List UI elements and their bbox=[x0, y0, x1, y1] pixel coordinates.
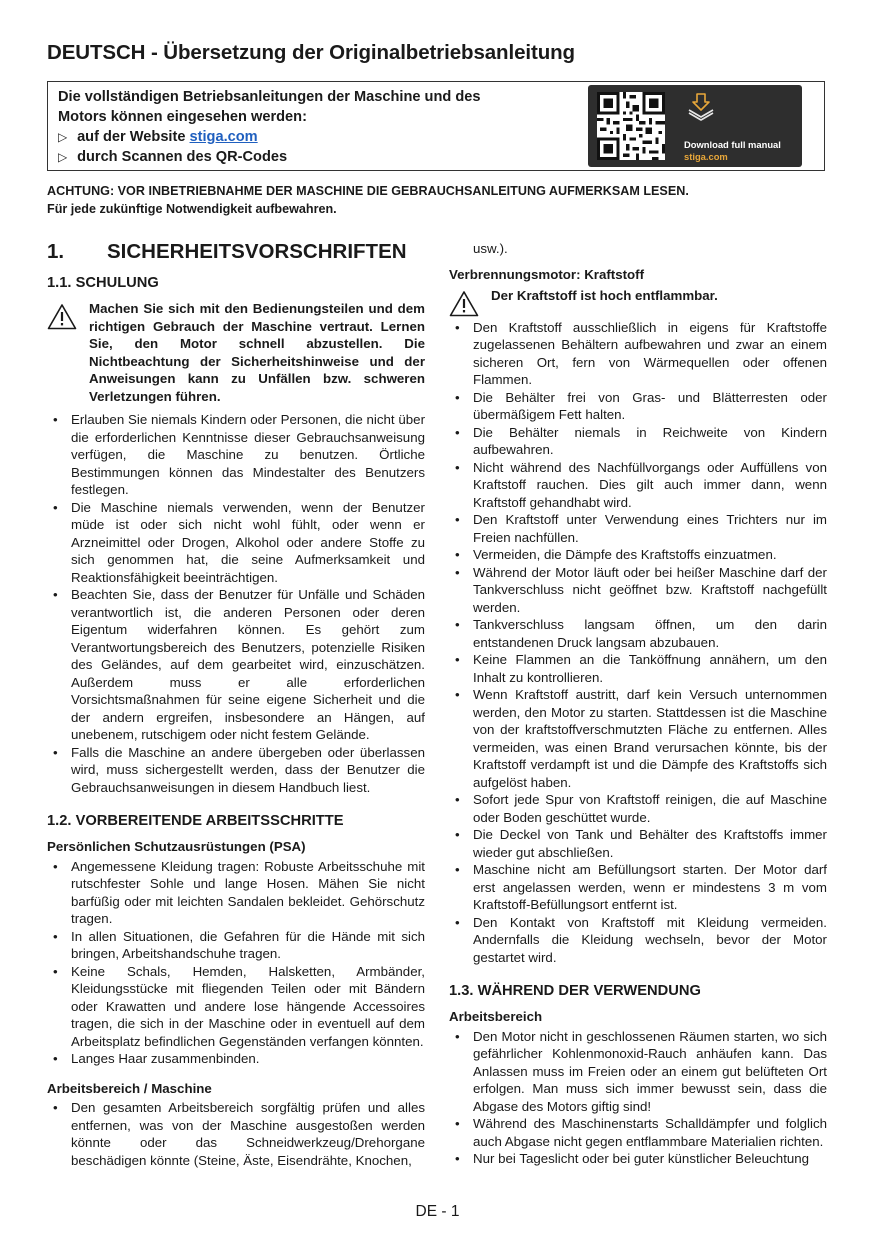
list-item: • Während des Maschinenstarts Schalldämpfer und folglich auch Abgase nicht gegen entflammbare Materialien richten. bbox=[449, 1115, 827, 1150]
list-item: • Falls die Maschine an andere übergeben oder überlassen wird, muss sichergestellt werden, dass der Benutzer die Gebrauchsanweisungen in diesem Handbuch liest. bbox=[47, 744, 425, 797]
training-warning-text: Machen Sie sich mit den Bedienungsteilen und dem richtigen Gebrauch der Maschine vertraut. Lernen Sie, den Motor schnell abzustellen. Die Nichtbeachtung der Sicherheitshinweise und der Anweisungen kann zu Unfällen bzw. schweren Verletzungen führen. bbox=[89, 301, 425, 404]
fuel-warning bbox=[449, 287, 827, 305]
download-manual-icon bbox=[686, 92, 716, 122]
website-prefix: auf der Website bbox=[77, 129, 186, 145]
list-item: • Maschine nicht am Befüllungsort starten. Der Motor darf erst angelassen werden, wenn er mindestens 3 m vom Kraftstoff-Befüllungsort entfernt ist. bbox=[449, 861, 827, 914]
list-item: • Tankverschluss langsam öffnen, um den darin entstandenen Druck langsam abzubauen. bbox=[449, 616, 827, 651]
list-item: • Die Behälter niemals in Reichweite von Kindern aufbewahren. bbox=[449, 424, 827, 459]
warning-triangle-icon bbox=[47, 303, 77, 330]
list-item: • Den Kontakt von Kraftstoff mit Kleidung vermeiden. Andernfalls die Kleidung wechseln, bevor der Motor gestartet wird. bbox=[449, 914, 827, 967]
training-list bbox=[47, 411, 425, 796]
triangle-right-icon: ▷ bbox=[58, 150, 68, 164]
fuel-warning-text: Der Kraftstoff ist hoch entflammbar. bbox=[491, 288, 718, 303]
list-item: • Sofort jede Spur von Kraftstoff reinigen, die auf Maschine oder Boden geschüttet wurde. bbox=[449, 791, 827, 826]
info-line-2: Motors können eingesehen werden: bbox=[58, 109, 307, 125]
qr-code-icon[interactable] bbox=[597, 91, 665, 161]
list-item: • Den Kraftstoff unter Verwendung eines Trichters nur im Freien nachfüllen. bbox=[449, 511, 827, 546]
list-item: • Die Maschine niemals verwenden, wenn der Benutzer müde ist oder sich nicht wohl fühlt, oder wenn er Arzneimittel oder Drogen, Alkohol oder andere Stoffe zu sich genommen hat, die seine Aufmerksamkeit und Reaktionsfähigkeit beeinträchtigen. bbox=[47, 499, 425, 587]
psa-heading: Persönlichen Schutzausrüstungen (PSA) bbox=[47, 839, 306, 854]
right-column bbox=[449, 240, 827, 1168]
download-manual-panel[interactable] bbox=[588, 85, 802, 167]
section-1-number: 1. bbox=[47, 240, 65, 263]
list-item: • Die Behälter frei von Gras- und Blätterresten oder übermäßigem Fett halten. bbox=[449, 389, 827, 424]
list-item: • Langes Haar zusammenbinden. bbox=[47, 1050, 425, 1068]
section-1-title: SICHERHEITSVORSCHRIFTEN bbox=[107, 240, 407, 263]
attention-line-1: ACHTUNG: VOR INBETRIEBNAHME DER MASCHINE DIE GEBRAUCHSANLEITUNG AUFMERKSAM LESEN. bbox=[47, 184, 689, 198]
triangle-right-icon: ▷ bbox=[58, 130, 68, 144]
list-item: • Keine Schals, Hemden, Halsketten, Armbänder, Kleidungsstücke mit fliegenden Teilen oder mit Bändern oder Krawatten und andere lose hängende Accessoires tragen, die sich in der Maschine oder in eventuell auf dem Arbeitsplatz befindlichen Gegenständen verfangen könnten. bbox=[47, 963, 425, 1051]
list-item: • Den gesamten Arbeitsbereich sorgfältig prüfen und alles entfernen, was von der Maschine ausgestoßen werden könnte oder das Schneidwerkzeug/Drehorgane beschädigen könnte (Steine, Äste, Eisendrähte, Knochen, bbox=[47, 1099, 425, 1169]
fuel-heading: Verbrennungsmotor: Kraftstoff bbox=[449, 266, 645, 282]
download-site: stiga.com bbox=[684, 151, 728, 162]
section-1-heading bbox=[47, 240, 425, 264]
work-area-list bbox=[47, 1099, 425, 1169]
warning-triangle-icon bbox=[449, 290, 479, 317]
section-1-3-heading: 1.3. WÄHREND DER VERWENDUNG bbox=[449, 983, 701, 999]
list-item: • Die Deckel von Tank und Behälter des Kraftstoffs immer wieder gut abschließen. bbox=[449, 826, 827, 861]
list-item: • Erlauben Sie niemals Kindern oder Personen, die nicht über die erforderlichen Kenntnisse dieser Gebrauchsanweisung verfügen, die Maschine zu benutzen. Örtliche Bestimmungen können das Mindestalter des Benutzers festlegen. bbox=[47, 411, 425, 499]
list-item: • Den Kraftstoff ausschließlich in eigens für Kraftstoffe zugelassenen Behältern aufbewahren und zwar an einem sicheren Ort, fern von Wärmequellen oder offenen Flammen. bbox=[449, 319, 827, 389]
fuel-list bbox=[449, 319, 827, 967]
list-item: • Wenn Kraftstoff austritt, darf kein Versuch unternommen werden, den Motor zu starten. Stattdessen ist die Maschine von der kraftstoffverschmutzten Fläche zu entfernen. Alles vermeiden, was einen Brand verursachen könnte, bis der Kraftstoff verdampft ist und die Dämpfe des Kraftstoffs sich aufgelöst haben. bbox=[449, 686, 827, 791]
list-item: • Während der Motor läuft oder bei heißer Maschine darf der Tankverschluss nicht geöffnet bzw. Kraftstoff nachgefüllt werden. bbox=[449, 564, 827, 617]
list-item: • Keine Flammen an die Tanköffnung annähern, um den Inhalt zu kontrollieren. bbox=[449, 651, 827, 686]
list-item: • Beachten Sie, dass der Benutzer für Unfälle und Schäden verantwortlich ist, die anderen Personen oder deren Eigentum widerfahren können. Es gehört zum Verantwortungsbereich des Benutzers, potenzielle Risiken des Geländes, auf dem gearbeitet wird, einzuschätzen. Außerdem muss er alle erforderlichen Vorsichtsmaßnahmen für seine eigene Sicherheit und die der andern ergreifen, insbesondere an Hängen, auf unebenem, rutschigem oder nicht festem Gelände. bbox=[47, 586, 425, 744]
list-item: • Nicht während des Nachfüllvorgangs oder Auffüllens von Kraftstoff rauchen. Dies gilt auch immer dann, wenn Kraftstoff gehandhabt wird. bbox=[449, 459, 827, 512]
qr-instruction: durch Scannen des QR-Codes bbox=[77, 149, 288, 165]
work-area-heading: Arbeitsbereich / Maschine bbox=[47, 1080, 212, 1096]
list-item: • In allen Situationen, die Gefahren für die Hände mit sich bringen, Arbeitshandschuhe tragen. bbox=[47, 928, 425, 963]
section-1-1-heading: 1.1. SCHULUNG bbox=[47, 275, 159, 291]
attention-line-2: Für jede zukünftige Notwendigkeit aufbewahren. bbox=[47, 201, 337, 216]
work-area-continuation: usw.). bbox=[473, 241, 508, 256]
list-item: • Nur bei Tageslicht oder bei guter künstlicher Beleuchtung bbox=[449, 1150, 827, 1168]
manual-info-text bbox=[58, 87, 563, 167]
usage-list bbox=[449, 1028, 827, 1168]
info-line-website bbox=[58, 127, 563, 147]
attention-warning bbox=[47, 183, 837, 218]
download-label: Download full manual bbox=[684, 139, 781, 150]
section-1-2-heading: 1.2. VORBEREITENDE ARBEITSSCHRITTE bbox=[47, 813, 344, 829]
psa-list bbox=[47, 858, 425, 1068]
list-item: • Den Motor nicht in geschlossenen Räumen starten, wo sich gefährlicher Kohlenmonoxid-Rauch anhäufen kann. Das Anlassen muss im Freien oder an einem gut belüfteten Ort erfolgen. Man muss sich immer bewusst sein, dass die Abgase des Motors giftig sind! bbox=[449, 1028, 827, 1116]
left-column bbox=[47, 240, 425, 1169]
info-line-qr bbox=[58, 147, 563, 167]
page-title: DEUTSCH - Übersetzung der Originalbetriebsanleitung bbox=[47, 41, 575, 64]
list-item: • Angemessene Kleidung tragen: Robuste Arbeitsschuhe mit rutschfester Sohle und lange Hosen. Mähen Sie nicht barfüßig oder mit leichten Sandalen bekleidet. Gehörschutz tragen. bbox=[47, 858, 425, 928]
manual-info-box bbox=[47, 81, 825, 171]
info-line-1: Die vollständigen Betriebsanleitungen der Maschine und des bbox=[58, 89, 481, 105]
stiga-link[interactable]: stiga.com bbox=[189, 129, 258, 145]
usage-area-heading: Arbeitsbereich bbox=[449, 1009, 543, 1024]
training-warning bbox=[47, 300, 425, 405]
list-item: • Vermeiden, die Dämpfe des Kraftstoffs einzuatmen. bbox=[449, 546, 827, 564]
page-number: DE - 1 bbox=[415, 1203, 460, 1220]
